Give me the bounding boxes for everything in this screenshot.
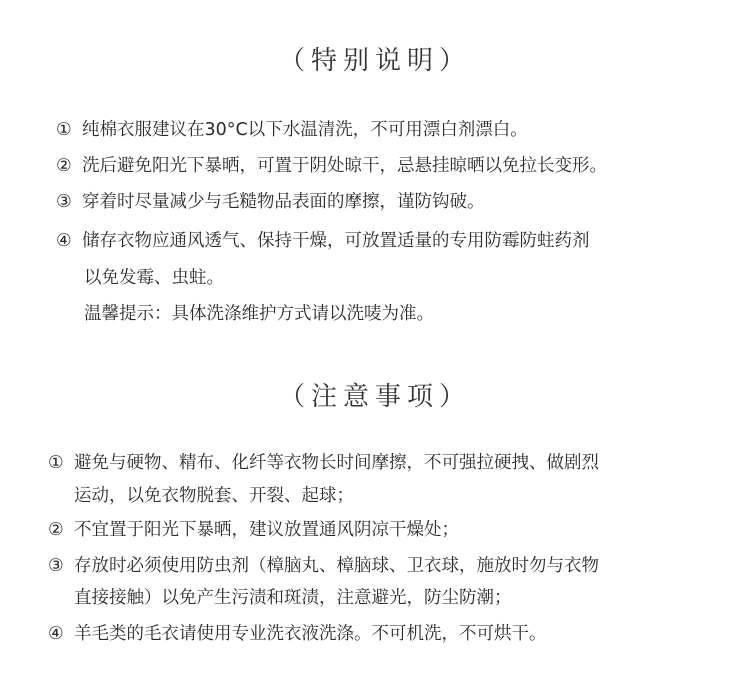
item-text: 避免与硬物、精布、化纤等衣物长时间摩擦，不可强拉硬拽、做剧烈	[74, 453, 599, 473]
item-number: ④	[48, 624, 64, 644]
item-text: 不宜置于阳光下暴晒，建议放置通风阴凉干燥处；	[74, 520, 459, 540]
item-text: 纯棉衣服建议在30°C以下水温清洗，不可用漂白剂漂白。	[82, 120, 528, 140]
item-number: ③	[48, 556, 64, 576]
special-notes-heading: （特别说明）	[278, 46, 471, 76]
caution-item	[48, 449, 599, 474]
care-tip: 温馨提示：具体洗涤维护方式请以洗唛为准。	[84, 304, 434, 324]
item-continuation: 运动，以免衣物脱套、开裂、起球；	[74, 486, 354, 506]
item-number: ③	[56, 192, 72, 212]
cautions-heading: （注意事项）	[278, 382, 471, 412]
special-note-item	[56, 188, 485, 213]
item-continuation: 以免发霉、虫蛀。	[84, 268, 224, 288]
item-text: 储存衣物应通风透气、保持干燥，可放置适量的专用防霉防蛀药剂	[82, 231, 590, 251]
item-number: ①	[56, 120, 72, 140]
caution-item	[48, 516, 459, 541]
item-number: ②	[56, 156, 72, 176]
item-number: ①	[48, 453, 64, 473]
item-continuation: 直接接触）以免产生污渍和斑渍，注意避光，防尘防潮；	[74, 588, 512, 608]
item-text: 存放时必须使用防虫剂（樟脑丸、樟脑球、卫衣球，施放时勿与衣物	[74, 556, 599, 576]
caution-item	[48, 620, 547, 645]
caution-item	[48, 552, 599, 577]
special-note-item	[56, 116, 528, 141]
item-number: ②	[48, 520, 64, 540]
item-text: 洗后避免阳光下暴晒，可置于阴处晾干，忌悬挂晾晒以免拉长变形。	[82, 156, 607, 176]
special-note-item	[56, 227, 590, 252]
item-text: 羊毛类的毛衣请使用专业洗衣液洗涤。不可机洗，不可烘干。	[74, 624, 547, 644]
special-note-item	[56, 152, 607, 177]
item-number: ④	[56, 231, 72, 251]
item-text: 穿着时尽量减少与毛糙物品表面的摩擦，谨防钩破。	[82, 192, 485, 212]
